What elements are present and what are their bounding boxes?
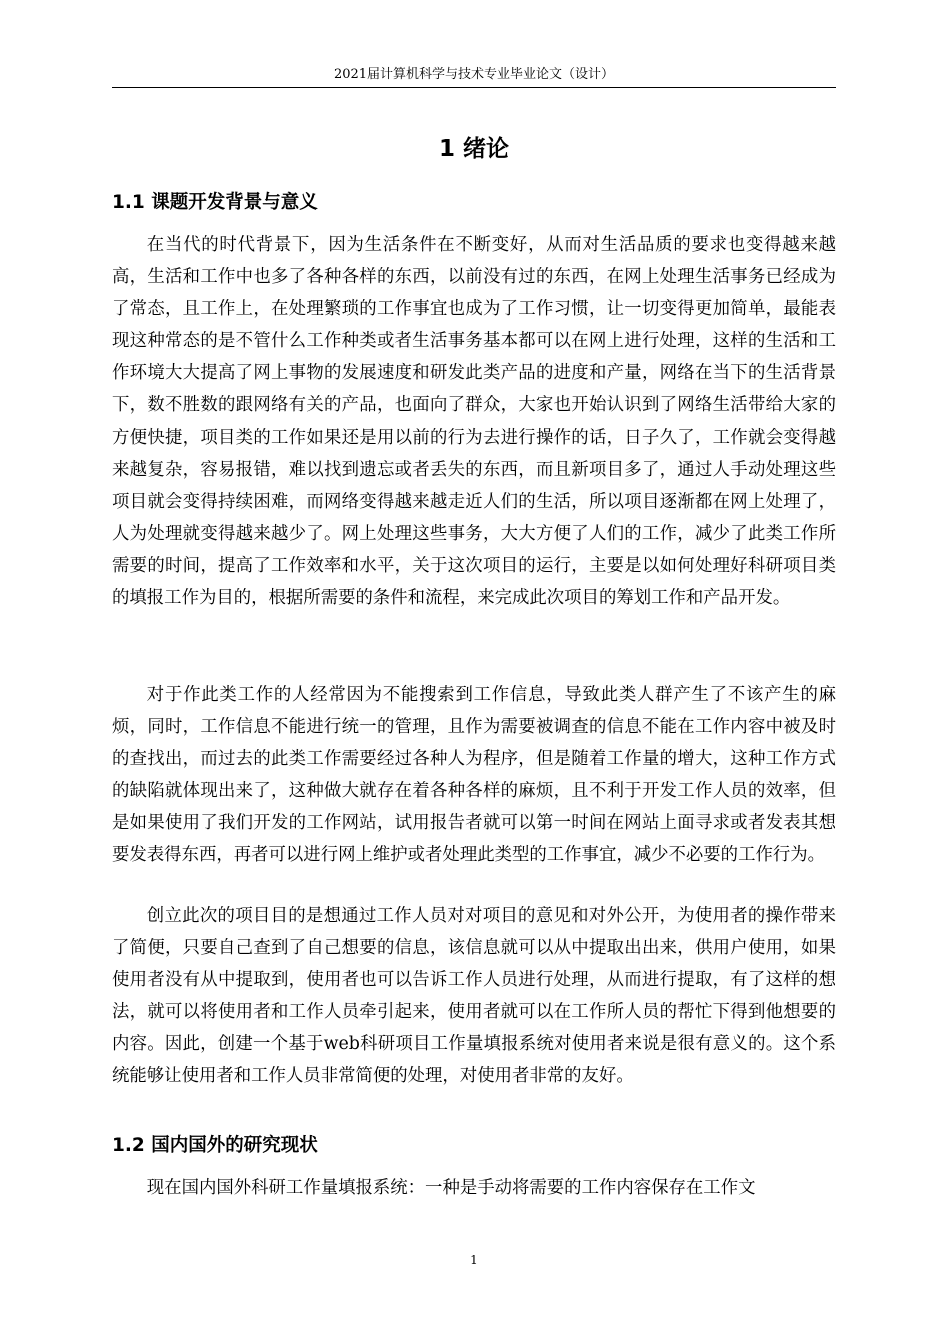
chapter-title: 1 绪论 [438, 136, 509, 162]
paragraph-background-1: 在当代的时代背景下，因为生活条件在不断变好，从而对生活品质的要求也变得越来越高，生活和工作中也多了各种各样的东西，以前没有过的东西，在网上处理生活事务已经成为了常态，且工作上，在处理繁琐的工作事宜也成为了工作习惯，让一切变得更加简单，最能表现这种常态的是不管什么工作种类或者生活事务基本都可以在网上进行处理，这样的生活和工作环境大大提高了网上事物的发展速度和研发此类产品的进度和产量，网络在当下的生活背景下，数不胜数的跟网络有关的产品，也面向了群众，大家也开始认识到了网络生活带给大家的方便快捷，项目类的工作如果还是用以前的行为去进行操作的话，日子久了，工作就会变得越来越复杂，容易报错，难以找到遗忘或者丢失的东西，而且新项目多了，通过人手动处理这些项目就会变得持续困难，而网络变得越来越走近人们的生活，所以项目逐渐都在网上处理了，人为处理就变得越来越少了。网上处理这些事务，大大方便了人们的工作，减少了此类工作所需要的时间，提高了工作效率和水平，关于这次项目的运行，主要是以如何处理好科研项目类的填报工作为目的，根据所需要的条件和流程，来完成此次项目的筹划工作和产品开发。 [112, 235, 836, 609]
paragraph-background-2: 对于作此类工作的人经常因为不能搜索到工作信息，导致此类人群产生了不该产生的麻烦，同时，工作信息不能进行统一的管理，且作为需要被调查的信息不能在工作内容中被及时的查找出，而过去的此类工作需要经过各种人为程序，但是随着工作量的增大，这种工作方式的缺陷就体现出来了，这种做大就存在着各种各样的麻烦，且不利于开发工作人员的效率，但是如果使用了我们开发的工作网站，试用报告者就可以第一时间在网站上面寻求或者发表其想要发表得东西，再者可以进行网上维护或者处理此类型的工作事宜，减少不必要的工作行为。 [112, 685, 836, 866]
section-heading-1-1: 1.1 课题开发背景与意义 [112, 192, 318, 213]
page-number: 1 [470, 1253, 478, 1267]
paragraph-research-status: 现在国内国外科研工作量填报系统：一种是手动将需要的工作内容保存在工作文 [146, 1178, 756, 1198]
paragraph-background-3: 创立此次的项目目的是想通过工作人员对对项目的意见和对外公开，为使用者的操作带来了简便，只要自己查到了自己想要的信息，该信息就可以从中提取出出来，供用户使用，如果使用者没有从中提取到，使用者也可以告诉工作人员进行处理，从而进行提取，有了这样的想法，就可以将使用者和工作人员牵引起来，使用者就可以在工作所人员的帮忙下得到他想要的内容。因此，创建一个基于web科研项目工作量填报系统对使用者来说是很有意义的。这个系统能够让使用者和工作人员非常简便的处理，对使用者非常的友好。 [112, 906, 836, 1087]
running-header: 2021届计算机科学与技术专业毕业论文（设计） [333, 67, 615, 82]
header-rule [112, 87, 836, 88]
section-heading-1-2: 1.2 国内国外的研究现状 [112, 1135, 318, 1156]
